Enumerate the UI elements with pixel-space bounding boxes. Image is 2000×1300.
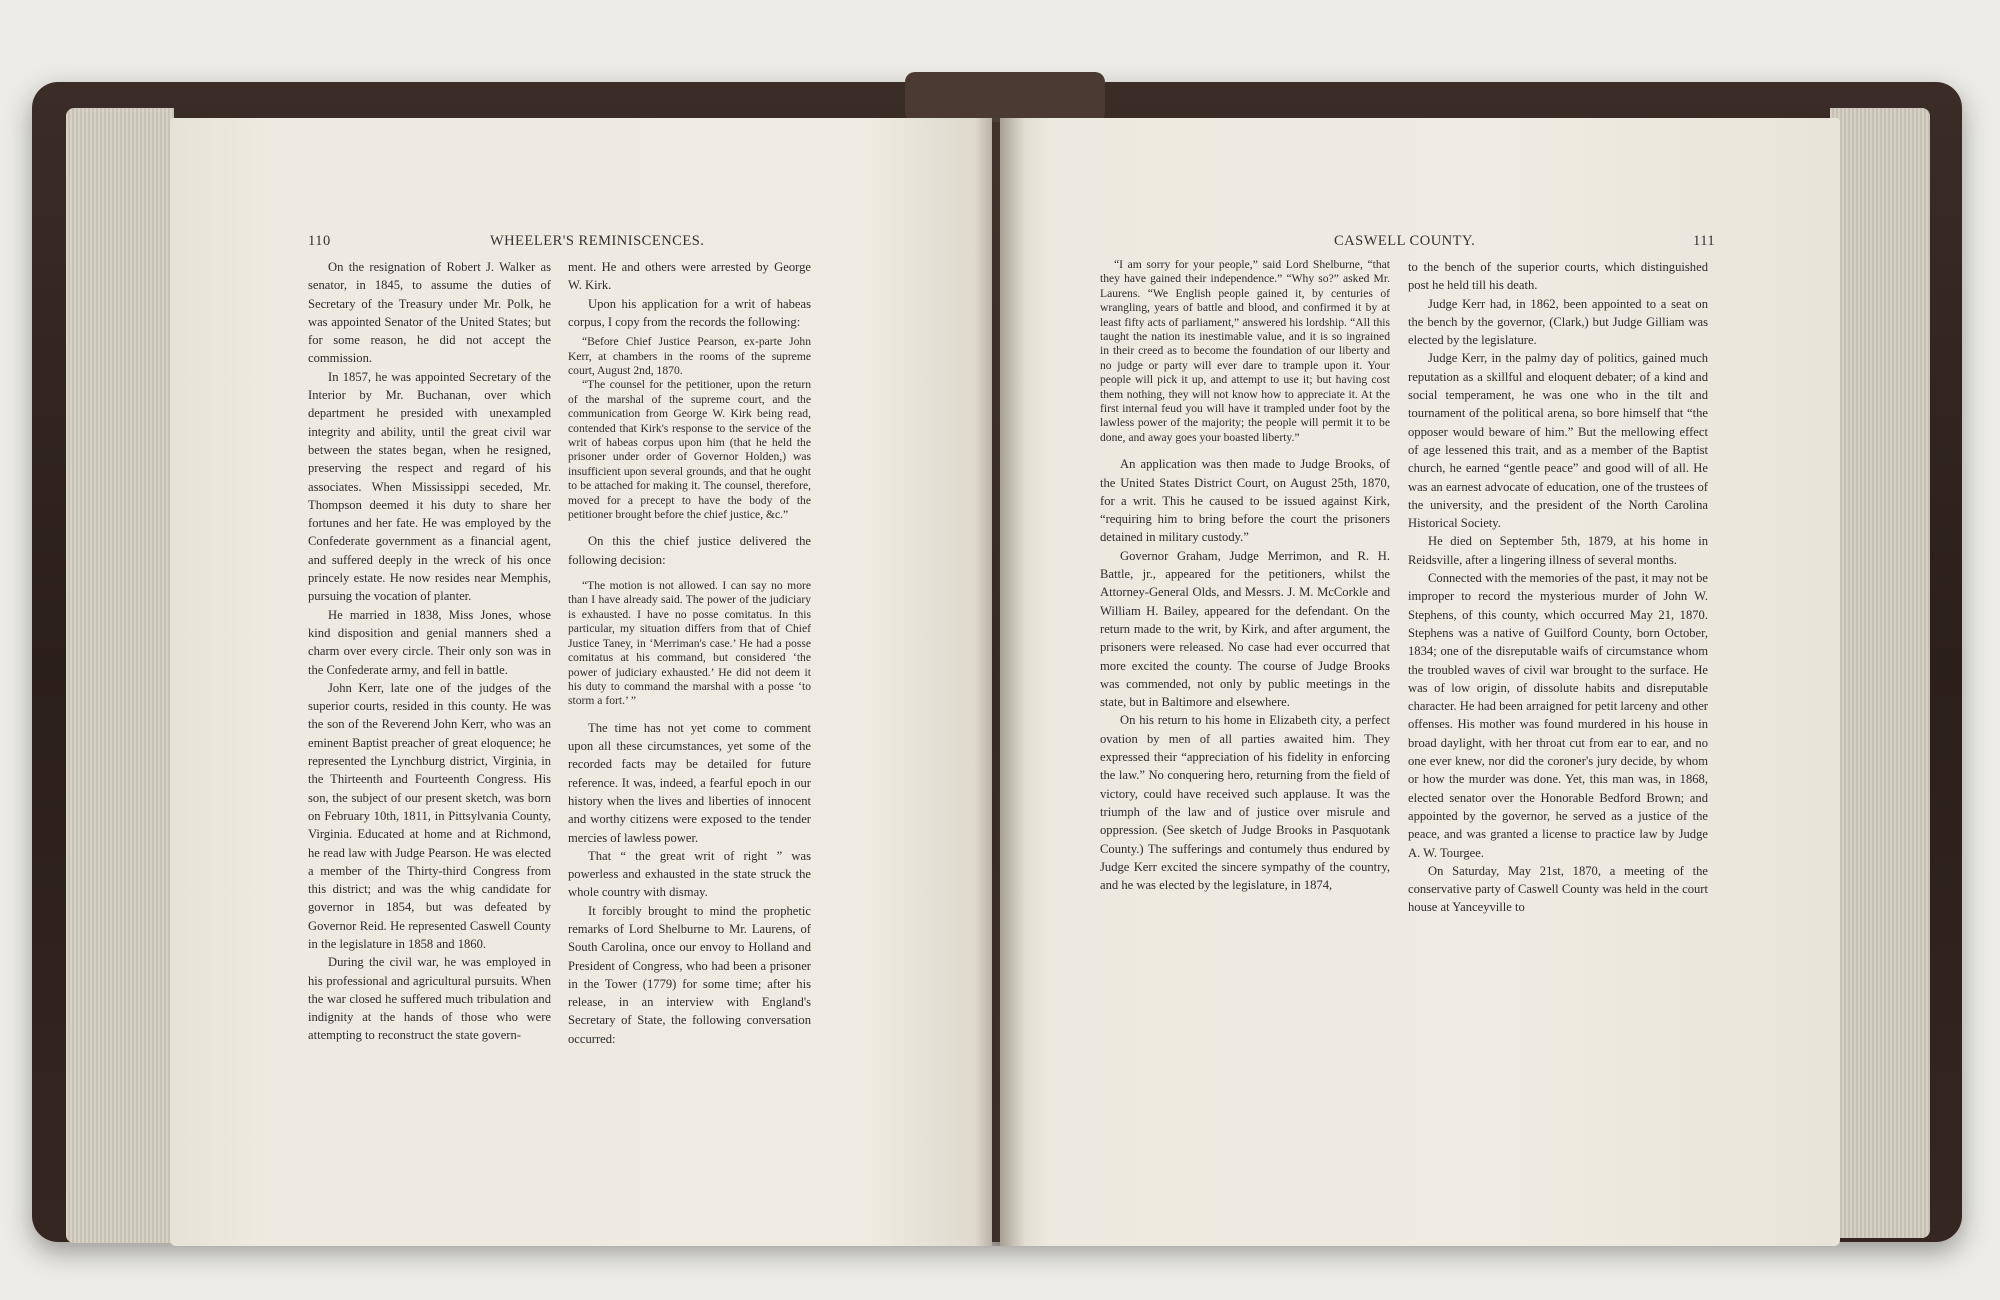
left-page-number: 110 xyxy=(308,233,331,249)
book-spine xyxy=(905,72,1105,122)
paragraph: Governor Graham, Judge Merrimon, and R. H. Battle, jr., appeared for the petitioners, whilst the Attorney-General Olds, and Messrs. J. M. McCorkle and William H. Bailey, appeared for the defendant. On the return made to the writ, by Kirk, and after argument, the prisoners were released. No case had ever occurred that more excited the county. The course of Judge Brooks was commended, not only by public meetings in the state, but in Baltimore and elsewhere. xyxy=(1100,548,1390,710)
left-page-edges xyxy=(66,108,174,1243)
paragraph: Upon his application for a writ of habeas corpus, I copy from the records the following: xyxy=(568,296,811,329)
paragraph: On his return to his home in Elizabeth city, a perfect ovation by men of all parties awaited him. They expressed their “appreciation of his fidelity in enforcing the law.” No conquering hero, returning from the field of victory, could have received such applause. It was the triumph of the law and of justice over misrule and oppression. (See sketch of Judge Brooks in Pasquotank County.) The sufferings and contumely thus endured by Judge Kerr excited the sincere sympathy of the country, and he was elected by the legislature, in 1874, xyxy=(1100,713,1390,893)
book-gutter xyxy=(975,118,1025,1246)
right-page-number: 111 xyxy=(1693,233,1716,249)
paragraph: He married in 1838, Miss Jones, whose kind disposition and genial manners shed a charm over every circle. Their only son was in the Confederate army, and fell in battle. xyxy=(308,607,551,677)
left-page xyxy=(170,118,992,1246)
right-page xyxy=(1000,118,1840,1246)
right-running-head: CASWELL COUNTY. xyxy=(1334,233,1476,249)
paragraph: He died on September 5th, 1879, at his home in Reidsville, after a lingering illness of several months. xyxy=(1408,534,1708,567)
paragraph: During the civil war, he was employed in his professional and agricultural pursuits. When the war closed he suffered much tribulation and indignity at the hands of those who were attempting to reconstruct the state govern- xyxy=(308,955,551,1043)
left-column-2 xyxy=(568,258,811,1048)
paragraph: It forcibly brought to mind the prophetic remarks of Lord Shelburne to Mr. Laurens, of South Carolina, once our envoy to Holland and President of Congress, who had been a prisoner in the Tower (1779) for some time; after his release, in an interview with England's Secretary of State, the following conversation occurred: xyxy=(568,903,811,1046)
paragraph: ment. He and others were arrested by George W. Kirk. xyxy=(568,260,811,293)
quoted-record: “The counsel for the petitioner, upon the return of the marshal of the supreme court, and the communication from George W. Kirk being read, contended that Kirk's response to the service of the writ of habeas corpus upon him (that he held the prisoner under order of Governor Holden,) was insufficient upon several grounds, and that he ought to be attached for making it. The counsel, therefore, moved for a precept to have the body of the petitioner brought before the chief justice, &c.” xyxy=(568,378,811,522)
paragraph: Judge Kerr had, in 1862, been appointed to a seat on the bench by the governor, (Clark,) but Judge Gilliam was elected by the legislature. xyxy=(1408,296,1708,348)
paragraph: On the resignation of Robert J. Walker as senator, in 1845, to assume the duties of Secretary of the Treasury under Mr. Polk, he was appointed Senator of the United States; but for some reason, he did not accept the commission. xyxy=(308,260,551,366)
paragraph: On Saturday, May 21st, 1870, a meeting of the conservative party of Caswell County was held in the court house at Yanceyville to xyxy=(1408,863,1708,915)
paragraph: The time has not yet come to comment upon all these circumstances, yet some of the recorded facts may be detailed for future reference. It was, indeed, a fearful epoch in our history when the lives and liberties of innocent and worthy citizens were exposed to the tender mercies of lawless power. xyxy=(568,720,811,845)
quoted-decision: “The motion is not allowed. I can say no more than I have already said. The power of the judiciary is exhausted. I have no posse comitatus. In this particular, my situation differs from that of Chief Justice Taney, in ‘Merriman's case.’ He had a posse comitatus at his command, but considered ‘the power of judiciary exhausted.’ He did not deem it his duty to command the marshal with a posse ‘to storm a fort.’ ” xyxy=(568,579,811,708)
right-page-edges xyxy=(1830,108,1930,1238)
paragraph: Judge Kerr, in the palmy day of politics, gained much reputation as a skillful and eloquent debater; of a kind and social temperament, he was one who in the tilt and tournament of the political arena, so bore himself that “the opposer would beware of him.” But the mellowing effect of age lessened this trait, and as a member of the Baptist church, he earned “gentle peace” and good will of all. He was an earnest advocate of education, one of the trustees of the university, and the president of the North Carolina Historical Society. xyxy=(1408,351,1708,531)
paragraph: On this the chief justice delivered the following decision: xyxy=(568,534,811,567)
paragraph: to the bench of the superior courts, which distinguished post he held till his death. xyxy=(1408,260,1708,293)
paragraph: An application was then made to Judge Brooks, of the United States District Court, on August 25th, 1870, for a writ. This he caused to be issued against Kirk, “requiring him to bring before the court the prisoners detained in military custody.” xyxy=(1100,457,1390,545)
right-column-2 xyxy=(1408,258,1708,917)
right-column-1 xyxy=(1100,258,1390,894)
paragraph: John Kerr, late one of the judges of the superior courts, resided in this county. He was the son of the Reverend John Kerr, who was an eminent Baptist preacher of great eloquence; he represented the Lynchburg district, Virginia, in the Thirteenth and Fourteenth Congress. His son, the subject of our present sketch, was born on February 10th, 1811, in Pittsylvania County, Virginia. Educated at home and at Richmond, he read law with Judge Pearson. He was elected a member of the Thirty-third Congress from this district; and was the whig candidate for governor in 1854, but was defeated by Governor Reid. He represented Caswell County in the legislature in 1858 and 1860. xyxy=(308,680,551,951)
left-running-head: WHEELER'S REMINISCENCES. xyxy=(490,233,705,249)
paragraph: Connected with the memories of the past, it may not be improper to record the mysterious murder of John W. Stephens, of this county, which occurred May 21, 1870. Stephens was a native of Guilford County, born October, 1834; one of the disreputable waifs of circumstance whom the troubled waves of civil war brought to the surface. He was of low origin, of dissolute habits and disreputable character. He had been arraigned for petit larceny and other offenses. His mother was found murdered in his house in broad daylight, with her throat cut from ear to ear, and no one ever knew, nor did the coroner's jury decide, by whom or how the murder was done. Yet, this man was, in 1868, elected senator over the Honorable Bedford Brown; and appointed by the governor, he served as a justice of the peace, and was granted a license to practice law by Judge A. W. Tourgee. xyxy=(1408,571,1708,860)
quoted-conversation: “I am sorry for your people,” said Lord Shelburne, “that they have gained their independence.” “Why so?” asked Mr. Laurens. “We English people gained it, by centuries of wrangling, years of battle and blood, and confirmed it by at least fifty acts of parliament,” answered his lordship. “All this taught the nation its inestimable value, and it is so ingrained in their creed as to become the foundation of our liberty and no judge or party will ever dare to trample upon it. Your people will pick it up, and attempt to use it; but having cost them nothing, they will not know how to appreciate it. At the first internal feud you will have it trampled under foot by the lawless power of the majority; the people will permit it to be done, and away goes your boasted liberty.” xyxy=(1100,258,1390,444)
paragraph: In 1857, he was appointed Secretary of the Interior by Mr. Buchanan, over which department he presided with unexampled integrity and ability, until the great civil war between the states began, when he resigned, preserving the respect and regard of his associates. When Mississippi seceded, Mr. Thompson deemed it his duty to share her fortunes and her fate. He was employed by the Confederate government as a financial agent, and suffered deeply in the wreck of his once princely estate. He now resides near Memphis, pursuing the vocation of planter. xyxy=(308,369,551,604)
left-column-1 xyxy=(308,258,551,1045)
quoted-record: “Before Chief Justice Pearson, ex-parte John Kerr, at chambers in the rooms of the supreme court, August 2nd, 1870. xyxy=(568,335,811,377)
paragraph: That “ the great writ of right ” was powerless and exhausted in the state struck the whole country with dismay. xyxy=(568,848,811,900)
